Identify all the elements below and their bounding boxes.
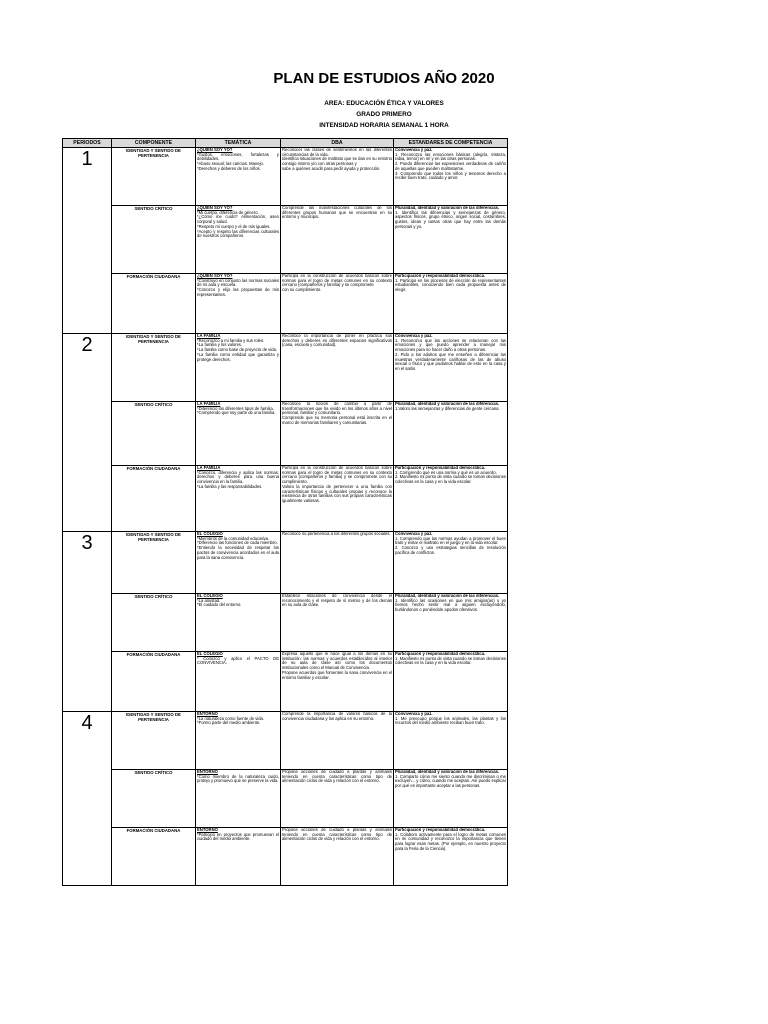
tematica-cell-line: *Miembros de la comunidad educativa. (197, 535, 270, 541)
document-title: PLAN DE ESTUDIOS AÑO 2020 (273, 70, 495, 87)
estandares-cell (394, 828, 508, 886)
estandares-cell-title: Convivencia y paz. (395, 333, 433, 338)
dba-cell-line: Comprende la importancia de valores básicos de la convivencia ciudadana y los aplica en su entorno. (282, 711, 392, 721)
estandares-cell-title: Participación y responsabilidad democrática. (395, 465, 486, 470)
tematica-cell-title: LA FAMILIA (197, 401, 221, 406)
tematica-cell (196, 402, 281, 466)
tematica-cell (196, 206, 281, 274)
estandares-cell-line: 2. Manifiesto mi punto de vista cuando se toman decisiones colectivas en la casa y en la vida escolar. (395, 474, 506, 485)
dba-cell-line: Valora la importancia de pertenecer a una familia con características físicas y culturales propias y reconoce la existencia de otras familias con sus propias características igualmente valiosas. (282, 483, 392, 503)
header-estandares: ESTANDARES DE COMPETENCIA (394, 139, 508, 148)
estandares-cell-title: Pluralidad, identidad y valoración de las diferencias. (395, 593, 500, 598)
area-heading: AREA: EDUCACIÓN ÉTICA Y VALORES (324, 100, 444, 107)
tematica-cell-title: LA FAMILIA (197, 465, 221, 470)
component-cell: IDENTIDAD Y SENTIDO DE PERTENENCIA (112, 148, 196, 206)
dba-cell (281, 274, 394, 334)
estandares-cell (394, 148, 508, 206)
tematica-cell (196, 828, 281, 886)
table-row (63, 594, 508, 652)
estandares-cell-line: 1. Reconozco que las acciones se relacionan con las emociones y que puedo aprender a manejar mis emociones para no hacer daño a otras personas. (395, 337, 506, 353)
tematica-cell-title: ¿QUIEN SOY YO? (197, 273, 233, 278)
tematica-cell (196, 274, 281, 334)
table-row (63, 466, 508, 532)
table-row (63, 334, 508, 402)
table-row (63, 652, 508, 712)
period-number: 4 (63, 712, 112, 886)
table-row (63, 402, 508, 466)
estandares-cell-line: 1. Comprendo qué es una norma y qué es un acuerdo. (395, 469, 497, 475)
tematica-cell-line: *Gustos, emociones, fortalezas y debilidades. (197, 151, 279, 162)
dba-cell (281, 652, 394, 712)
estandares-cell-line: 2. Conozco y uso estrategias sencillas de resolución pacífica de conflictos. (395, 545, 506, 555)
tematica-cell-line: *La familia y las responsabilidades. (197, 483, 263, 489)
tematica-cell-line: *Formo parte del medio ambiente. (197, 720, 261, 726)
table-row (63, 712, 508, 770)
dba-cell-line: sabe a quiénes acudir para pedir ayuda y protección. (282, 165, 381, 171)
component-cell: FORMACIÓN CIUDADANA (112, 274, 196, 334)
tematica-cell-line: *¿Cómo me cuido? Alimentación, aseo corporal y salud. (197, 214, 279, 225)
estandares-cell-line: 1. Participo en los procesos de elección de representantes estudiantiles, conociendo bien cada propuesta antes de elegir. (395, 277, 506, 293)
estandares-cell-line: 1. Comparto cómo me siento cuando me discriminan o me excluyen... y cómo, cuando me aceptan. Así puedo explicar por qué es importante aceptar a las personas. (395, 773, 506, 789)
tematica-cell (196, 466, 281, 532)
dba-cell-line: Reconocer las clases de sentimientos en las diferentes circunstancias de la vida. (282, 147, 392, 157)
estandares-cell-line: 1. Me preocupo porque los animales, las plantas y los recursos del medio ambiente reciban buen trato. (395, 715, 506, 726)
header-dba: DBA (281, 139, 394, 148)
component-cell: SENTIDO CRÍTICO (112, 770, 196, 828)
component-cell: SENTIDO CRÍTICO (112, 402, 196, 466)
tematica-cell-line: *Respeto mi cuerpo y el de mis iguales. (197, 223, 271, 229)
tematica-cell-title: EL COLEGIO (197, 531, 223, 536)
dba-cell-line: Expresa aquello que le hace igual a los demás en su institución: las normas y acuerdos establecidos al interior de su aula de clase así como los documentos institucionales como el Manual de Convivencia. (282, 651, 392, 671)
tematica-cell-line: *La familia y los valores. (197, 342, 243, 348)
estandares-cell-title: Convivencia y paz. (395, 531, 433, 536)
header-periodos: PERIODOS (63, 139, 112, 148)
period-number: 3 (63, 532, 112, 712)
dba-cell-line: Identifica situaciones de maltrato que se dan en su entorno consigo mismo y/o con otras personas y (282, 156, 392, 167)
header-tematica: TEMÁTICA (196, 139, 281, 148)
table-body (63, 148, 508, 886)
component-cell: FORMACIÓN CIUDADANA (112, 466, 196, 532)
dba-cell-line: Propone acciones de cuidado a plantas y animales teniendo en cuenta características como tipo de alimentación ciclos de vida y relación con el entorno. (282, 769, 392, 784)
tematica-cell (196, 652, 281, 712)
estandares-cell-line: 1. Colaboro activamente para el logro de metas comunes en mi comunidad y reconozco la importancia que tienen para lograr esas metas. (Por ejemplo, en nuestro proyecto para la Feria de la Ciencia). (395, 831, 506, 851)
dba-cell-line: Reconoce su pertenencia a los diferentes grupos sociales. (282, 531, 391, 536)
tematica-cell-line: *Conozco, diferencia y aplica las normas, derechos y deberes para una buena convivencia en la familia. (197, 469, 279, 485)
tematica-cell (196, 148, 281, 206)
tematica-cell-title: EL COLEGIO (197, 593, 223, 598)
estandares-cell (394, 334, 508, 402)
table-row (63, 148, 508, 206)
tematica-cell-line: *Diferencio los diferentes tipos de familia. (197, 405, 274, 411)
dba-cell (281, 334, 394, 402)
estandares-cell-title: Participación y responsabilidad democrática. (395, 273, 486, 278)
tematica-cell-line: *La familia como base de proyecto de vida. (197, 347, 278, 353)
component-cell: FORMACIÓN CIUDADANA (112, 652, 196, 712)
dba-cell (281, 402, 394, 466)
tematica-cell-line: *Como miembro de la naturaleza cuido, protejo y promuevo que se preserve la vida. (197, 773, 279, 784)
dba-cell-line: Comprende las manifestaciones culturales de los diferentes grupos humanos que se encuentran en su entorno y municipio. (282, 205, 392, 220)
estandares-cell-title: Pluralidad, identidad y valoración de las diferencias. (395, 205, 500, 210)
estandares-cell-line: 1. Identifico las ocasiones en que mis amigos(as) o yo hemos hecho sentir mal a alguien excluyéndolo, burlándonos o poniéndole apodos ofensivos. (395, 597, 506, 613)
tematica-cell (196, 594, 281, 652)
header-componente: COMPONENTE (112, 139, 196, 148)
table-header-row (63, 139, 508, 148)
estandares-cell-line: 1.Valoro las semejanzas y diferencias de gente cercana. (395, 405, 500, 411)
dba-cell (281, 206, 394, 274)
table-row (63, 206, 508, 274)
tematica-cell-line: *La familia como entidad que garantiza y protege derechos. (197, 351, 279, 362)
hours-heading: INTENSIDAD HORARIA SEMANAL 1 HORA (319, 122, 449, 129)
estandares-cell-title: Convivencia y paz. (395, 711, 433, 716)
tematica-cell (196, 712, 281, 770)
dba-cell (281, 466, 394, 532)
component-cell: SENTIDO CRÍTICO (112, 206, 196, 274)
estandares-cell (394, 402, 508, 466)
tematica-cell-line: *Comprendo que soy parte de una familia. (197, 410, 276, 416)
tematica-cell-line: *Reconozco a mi familia y sus roles. (197, 337, 265, 343)
tematica-cell-line: *Conozco y elijo las propuestas de mis representantes. (197, 287, 279, 297)
component-cell: IDENTIDAD Y SENTIDO DE PERTENENCIA (112, 334, 196, 402)
estandares-cell-line: 1. Manifiesto mi punto de vista cuando se toman decisiones colectivas en la casa y en la vida escolar. (395, 655, 506, 666)
tematica-cell-line: *Construyo en conjunto las normas sociales de mi aula y escuela. (197, 277, 279, 288)
estandares-cell-line: 1. Identifico las diferencias y semejanzas de género, aspectos físicos, grupo étnico, origen social, costumbres, gustos, ideas y tantas otras que hay entre las demás personas y yo. (395, 209, 506, 229)
tematica-cell (196, 770, 281, 828)
period-number: 1 (63, 148, 112, 334)
tematica-cell-line: *Derechos y deberes de los niños. (197, 165, 261, 171)
dba-cell (281, 828, 394, 886)
estandares-cell-line: 1. Comprendo que las normas ayudan a promover el buen trato y evitar el maltrato en el juego y en la vida escolar. (395, 535, 506, 546)
dba-cell-line: Establece relaciones de convivencia desde el reconocimiento y el respeto de sí mismo y de los demás en su aula de clase. (282, 593, 392, 608)
estandares-cell-title: Participación y responsabilidad democrática. (395, 651, 486, 656)
dba-cell-line: Propone acciones de cuidado a plantas y animales teniendo en cuenta características como tipo de alimentación ciclos de vida y relación con el entorno. (282, 827, 392, 842)
tematica-cell (196, 334, 281, 402)
component-cell: IDENTIDAD Y SENTIDO DE PERTENENCIA (112, 532, 196, 594)
component-cell: IDENTIDAD Y SENTIDO DE PERTENENCIA (112, 712, 196, 770)
component-cell: FORMACIÓN CIUDADANA (112, 828, 196, 886)
tematica-cell-title: LA FAMILIA (197, 333, 221, 338)
dba-cell-line: Participa en la construcción de acuerdos básicos sobre normas para el logro de metas comunes en su contexto cercano (compañeros y familia) y se compromete (282, 273, 392, 288)
estandares-cell-line: 1. Reconozco las emociones básicas (alegría, tristeza, rabia, temor) en mí y en las otras personas. (395, 151, 506, 162)
estandares-cell (394, 274, 508, 334)
dba-cell (281, 532, 394, 594)
estandares-cell (394, 466, 508, 532)
estandares-cell-line: 3. Comprendo que todos los niños y tenemos derecho a recibir buen trato, cuidado y amor. (395, 170, 506, 181)
tematica-cell-line: *La naturaleza como fuente de vida. (197, 715, 265, 721)
tematica-cell-title: ENTORNO (197, 769, 218, 774)
estandares-cell-line: 2. Pido a los adultos que me enseñen a diferenciar las muestras verdaderamente cariñosas de las de abuso sexual o físico y que podamos hablar de esto en la casa y en el salón. (395, 351, 506, 371)
tematica-cell (196, 532, 281, 594)
dba-cell-line: Participa en la construcción de acuerdos básicos sobre normas para el logro de metas comunes en su contexto cercano (compañeros y familia) y se compromete con su cumplimiento. (282, 465, 392, 485)
dba-cell (281, 712, 394, 770)
dba-cell (281, 770, 394, 828)
tematica-cell-line: *El cuidado del entorno. (197, 602, 242, 608)
grade-heading: GRADO PRIMERO (356, 111, 412, 118)
tematica-cell-title: EL COLEGIO (197, 651, 223, 656)
dba-cell-line: Reconoce la importancia de poner en práctica sus derechos y deberes en diferentes espacios significativos (casa, escuela y comunidad). (282, 333, 392, 348)
estandares-cell (394, 770, 508, 828)
dba-cell-line: Propone acuerdos que fomenten la sana convivencia en el entorno familiar y escolar. (282, 669, 392, 680)
tematica-cell-line: *La amistad. (197, 597, 221, 603)
estandares-cell (394, 594, 508, 652)
estandares-cell (394, 206, 508, 274)
estandares-cell-title: Pluralidad, identidad y valoración de las diferencias. (395, 769, 500, 774)
estandares-cell (394, 652, 508, 712)
tematica-cell-line: *Diferencio las funciones de cada miembro. (197, 540, 278, 546)
tematica-cell-title: ENTORNO (197, 827, 218, 832)
estandares-cell (394, 712, 508, 770)
table-row (63, 274, 508, 334)
tematica-cell-line: *Mi cuerpo, diferencia de género. (197, 209, 259, 215)
period-number: 2 (63, 334, 112, 532)
tematica-cell-title: ¿QUIEN SOY YO? (197, 205, 233, 210)
dba-cell-line: Comprende que su memoria personal está inscrita en el marco de memorias familiares y comunitarias. (282, 415, 392, 425)
table-row (63, 532, 508, 594)
tematica-cell-line: * Conozco y aplico el PACTO DE CONVIVENCIA. (197, 655, 279, 666)
component-cell: SENTIDO CRÍTICO (112, 594, 196, 652)
dba-cell-line: Reconoce la noción de cambio a partir de transformaciones que ha vivido en los últimos años a nivel personal, familiar y comunitario. (282, 401, 392, 416)
estandares-cell (394, 532, 508, 594)
estandares-cell-title: Convivencia y paz. (395, 147, 433, 152)
tematica-cell-line: *Entiendo la necesidad de respetar los pactos de convivencia acordados en el aula para la sana convivencia. (197, 545, 279, 560)
estandares-cell-line: 2. Puedo diferenciar las expresiones verdaderas de cariño de aquellas que pueden maltratarme. (395, 161, 506, 171)
dba-cell (281, 148, 394, 206)
tematica-cell-line: *Participo en proyectos que promuevan el cuidado del medio ambiente. (197, 831, 279, 842)
tematica-cell-line: *Acepto y respeto las diferencias culturales de nuestros compañeros. (197, 228, 279, 239)
dba-cell-line: con su cumplimiento. (282, 287, 322, 293)
table-row (63, 770, 508, 828)
tematica-cell-title: ¿QUIEN SOY YO? (197, 147, 233, 152)
estandares-cell-title: Participación y responsabilidad democrática. (395, 827, 486, 832)
study-plan-table (62, 138, 508, 886)
tematica-cell-line: *Abuso sexual; las caricias. Manejo. (197, 161, 265, 167)
tematica-cell-title: ENTORNO (197, 711, 218, 716)
table-row (63, 828, 508, 886)
estandares-cell-title: Pluralidad, identidad y valoración de las diferencias. (395, 401, 500, 406)
dba-cell (281, 594, 394, 652)
